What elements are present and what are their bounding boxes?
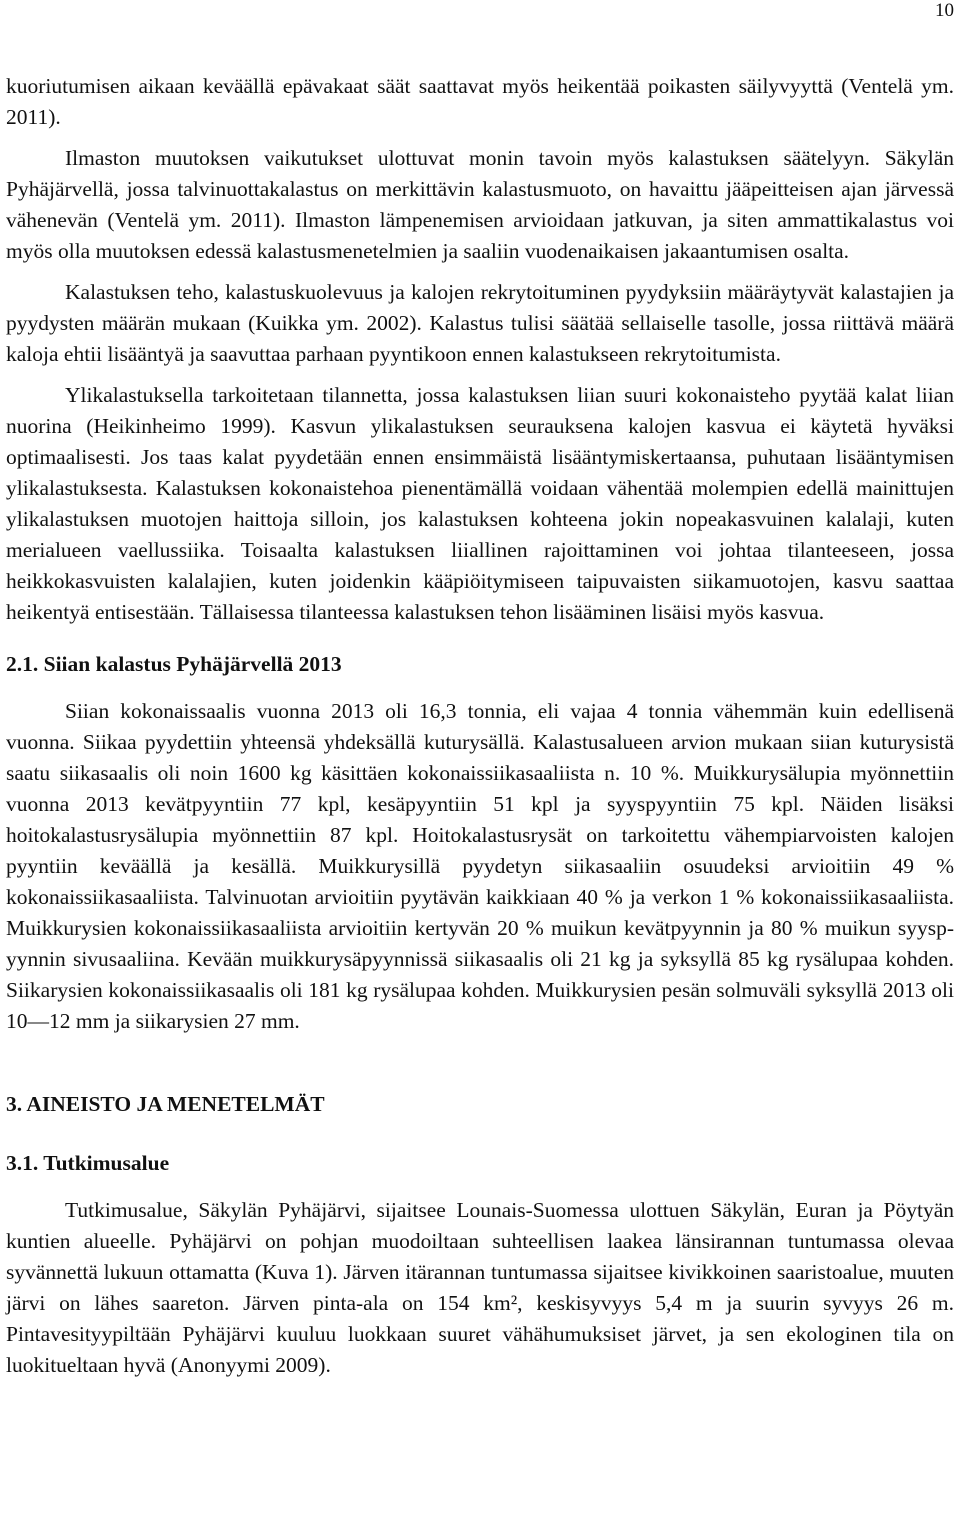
paragraph-fishing-effort: Kalastuksen teho, kalastuskuolevuus ja kalojen rekrytoituminen pyydyksiin määräytyvät kalastajien ja pyydysten määrän mukaan (Kuikka ym. 2002). Kalastus tulisi säätää sellaiselle tasolle, jossa riittävä määrä kaloja ehtii lisääntyä ja saavuttaa parhaan pyyntikoon ennen kalastukseen rekrytoitumista. (6, 280, 954, 366)
paragraph-whitefish-catch: Siian kokonaissaalis vuonna 2013 oli 16,3 tonnia, eli vajaa 4 tonnia vähemmän kuin edellisenä vuonna. Siikaa pyydettiin yhteensä yhdeksällä kuturysällä. Kalastusalueen arvion mukaan siian kuturysistä saatu siikasaalis oli noin 1600 kg käsittäen kokonaissiikasaaliista n. 10 %. Muikkurysälupia myönnettiin vuonna 2013 kevätpyyntiin 77 kpl, kesäpyyntiin 51 kpl ja syyspyyntiin 75 kpl. Näiden lisäksi hoitokalastusrysälupia myönnettiin 87 kpl. Hoitokalastusrysät on tarkoitettu vähempiarvoisten kalojen pyyntiin keväällä ja kesällä. Muikkurysillä pyydetyn siikasaaliin osuudeksi arvioitiin 49 % kokonaissiikasaaliista. Talvinuotan arvioitiin pyytävän kaikkiaan 40 % ja verkon 1 % kokonaissiikasaaliista. Muikkurysien kokonaissiikasaaliista arvioitiin kertyvän 20 % muikun kevätpyynnin ja 80 % muikun syyspyynnin sivusaaliina. Kevään muikkurysäpyynnissä siikasaalis oli 21 kg ja syksyllä 85 kg rysälupaa kohden. Siikarysien kokonaissiikasaalis oli 181 kg rysälupaa kohden. Muikkurysien pesän solmuväli syksyllä 2013 oli 10—12 mm ja siikarysien 27 mm. (6, 699, 954, 1033)
paragraph-climate-regulation: Ilmaston muutoksen vaikutukset ulottuvat monin tavoin myös kalastuksen säätelyyn. Säkylän Pyhäjärvellä, jossa talvinuottakalastus on merkittävin kalastusmuoto, on havaittu jääpeitteisen ajan järvessä vähenevän (Ventelä ym. 2011). Ilmaston lämpenemisen arvioidaan jatkuvan, ja siten ammattikalastus voi myös olla muutoksen edessä kalastusmenetelmien ja saaliin vuodenaikaisen jakaantumisen osalta. (6, 146, 954, 263)
paragraph-study-area: Tutkimusalue, Säkylän Pyhäjärvi, sijaitsee Lounais-Suomessa ulottuen Säkylän, Euran ja Pöytyän kuntien alueelle. Pyhäjärvi on pohjan muodoiltaan suhteellisen laakea länsirannan tuntumassa olevaa syvännettä lukuun ottamatta (Kuva 1). Järven itärannan tuntumassa sijaitsee kivikkoinen saaristoalue, muuten järvi on lähes saareton. Järven pinta-ala on 154 km², keskisyvyys 5,4 m ja suurin syvyys 26 m. Pintavesityypiltään Pyhäjärvi kuuluu luokkaan suuret vähähumuksiset järvet, ja sen ekologinen tila on luokitueltaan hyvä (Anonyymi 2009). (6, 1198, 954, 1377)
paragraph-overfishing: Ylikalastuksella tarkoitetaan tilannetta, jossa kalastuksen liian suuri kokonaisteho pyytää kalat liian nuorina (Heikinheimo 1999). Kasvun ylikalastuksen seurauksena kalojen kasvua ei käytetä hyväksi optimaalisesti. Jos taas kalat pyydetään ennen ensimmäistä lisääntymiskertaansa, puhutaan lisääntymisen ylikalastuksesta. Kalastuksen kokonaistehoa pienentämällä voidaan vähentää molempien edellä mainittujen ylikalastuksen muotojen haittoja silloin, jos kalastuksen kohteena jokin nopeakasvuinen kalalaji, kuten merialueen vaellussiika. Toisaalta kalastuksen liiallinen rajoittaminen voi johtaa tilanteeseen, jossa heikkokasvuisten kalalajien, kuten joidenkin kääpiöitymiseen taipuvaisten siikamuotojen, kasvu saattaa heikentyä entisestään. Tällaisessa tilanteessa kalastuksen tehon lisääminen lisäisi myös kasvua. (6, 383, 954, 624)
page-number: 10 (935, 0, 954, 21)
document-body (6, 71, 954, 1381)
section-heading-3-1: 3.1. Tutkimusalue (6, 1151, 170, 1175)
section-heading-3: 3. AINEISTO JA MENETELMÄT (6, 1092, 325, 1116)
paragraph-continuation: kuoriutumisen aikaan keväällä epävakaat säät saattavat myös heikentää poikasten säilyvyyttä (Ventelä ym. 2011). (6, 74, 954, 129)
section-heading-2-1: 2.1. Siian kalastus Pyhäjärvellä 2013 (6, 652, 342, 676)
